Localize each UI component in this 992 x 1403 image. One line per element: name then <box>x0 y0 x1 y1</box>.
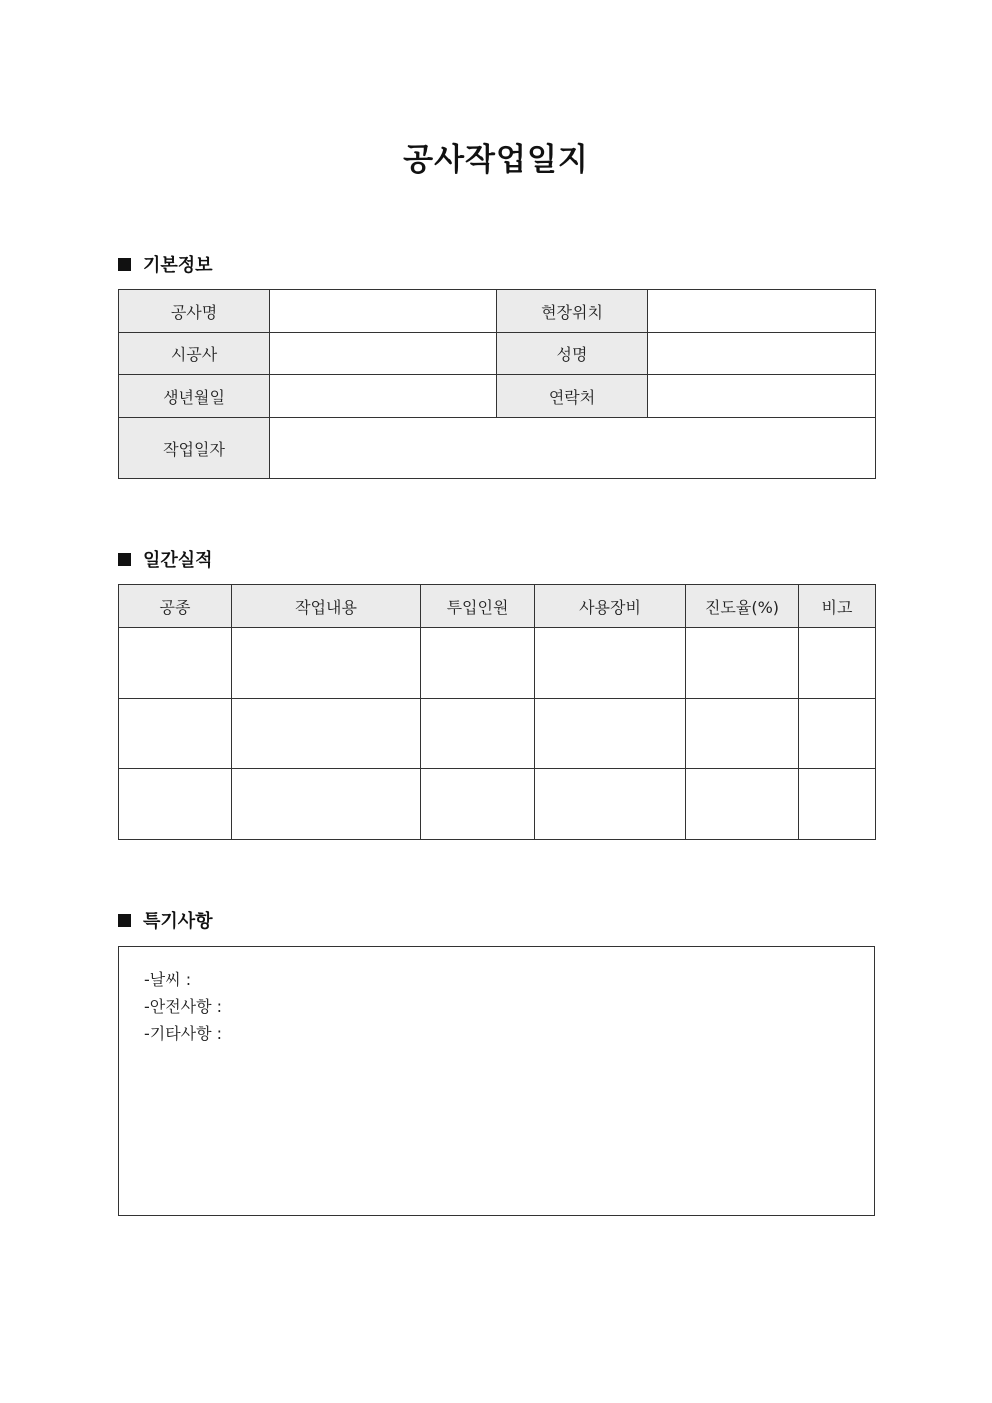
section-heading-label: 특기사항 <box>143 911 213 932</box>
equipment-cell[interactable] <box>535 628 686 699</box>
project-name-field[interactable] <box>270 290 497 333</box>
equipment-cell[interactable] <box>535 769 686 840</box>
section-heading-basic-info <box>118 251 213 277</box>
table-row <box>119 628 876 699</box>
remarks-cell[interactable] <box>799 628 876 699</box>
progress-rate-cell[interactable] <box>686 769 799 840</box>
work-type-cell[interactable] <box>119 628 232 699</box>
name-label: 성명 <box>497 333 648 375</box>
section-heading-label: 기본정보 <box>143 255 213 276</box>
contractor-field[interactable] <box>270 333 497 375</box>
special-notes-box[interactable] <box>118 946 875 1216</box>
contact-label: 연락처 <box>497 375 648 418</box>
remarks-cell[interactable] <box>799 699 876 769</box>
work-date-field[interactable] <box>270 418 876 479</box>
equipment-cell[interactable] <box>535 699 686 769</box>
section-heading-special-notes <box>118 907 213 933</box>
column-header-personnel: 투입인원 <box>421 585 535 628</box>
square-bullet-icon <box>118 914 131 927</box>
work-date-label: 작업일자 <box>119 418 270 479</box>
birthdate-label: 생년월일 <box>119 375 270 418</box>
progress-rate-cell[interactable] <box>686 699 799 769</box>
column-header-work-content: 작업내용 <box>232 585 421 628</box>
table-row <box>119 769 876 840</box>
column-header-equipment: 사용장비 <box>535 585 686 628</box>
personnel-cell[interactable] <box>421 769 535 840</box>
contact-field[interactable] <box>648 375 876 418</box>
document-title: 공사작업일지 <box>403 142 589 178</box>
section-heading-label: 일간실적 <box>143 550 213 571</box>
square-bullet-icon <box>118 258 131 271</box>
project-name-label: 공사명 <box>119 290 270 333</box>
table-header-row <box>119 585 876 628</box>
daily-results-table <box>118 584 876 840</box>
column-header-work-type: 공종 <box>119 585 232 628</box>
work-content-cell[interactable] <box>232 769 421 840</box>
column-header-remarks: 비고 <box>799 585 876 628</box>
section-heading-daily-results <box>118 546 213 572</box>
table-row <box>119 418 876 479</box>
site-location-label: 현장위치 <box>497 290 648 333</box>
site-location-field[interactable] <box>648 290 876 333</box>
personnel-cell[interactable] <box>421 699 535 769</box>
birthdate-field[interactable] <box>270 375 497 418</box>
square-bullet-icon <box>118 553 131 566</box>
work-type-cell[interactable] <box>119 699 232 769</box>
personnel-cell[interactable] <box>421 628 535 699</box>
name-field[interactable] <box>648 333 876 375</box>
contractor-label: 시공사 <box>119 333 270 375</box>
basic-info-table <box>118 289 876 479</box>
other-note: -기타사항 : <box>144 1024 223 1043</box>
table-row <box>119 333 876 375</box>
weather-note: -날씨 : <box>144 970 192 989</box>
column-header-progress-rate: 진도율(%) <box>686 585 799 628</box>
work-content-cell[interactable] <box>232 699 421 769</box>
work-content-cell[interactable] <box>232 628 421 699</box>
table-row <box>119 290 876 333</box>
safety-note: -안전사항 : <box>144 997 223 1016</box>
table-row <box>119 699 876 769</box>
work-type-cell[interactable] <box>119 769 232 840</box>
remarks-cell[interactable] <box>799 769 876 840</box>
progress-rate-cell[interactable] <box>686 628 799 699</box>
table-row <box>119 375 876 418</box>
